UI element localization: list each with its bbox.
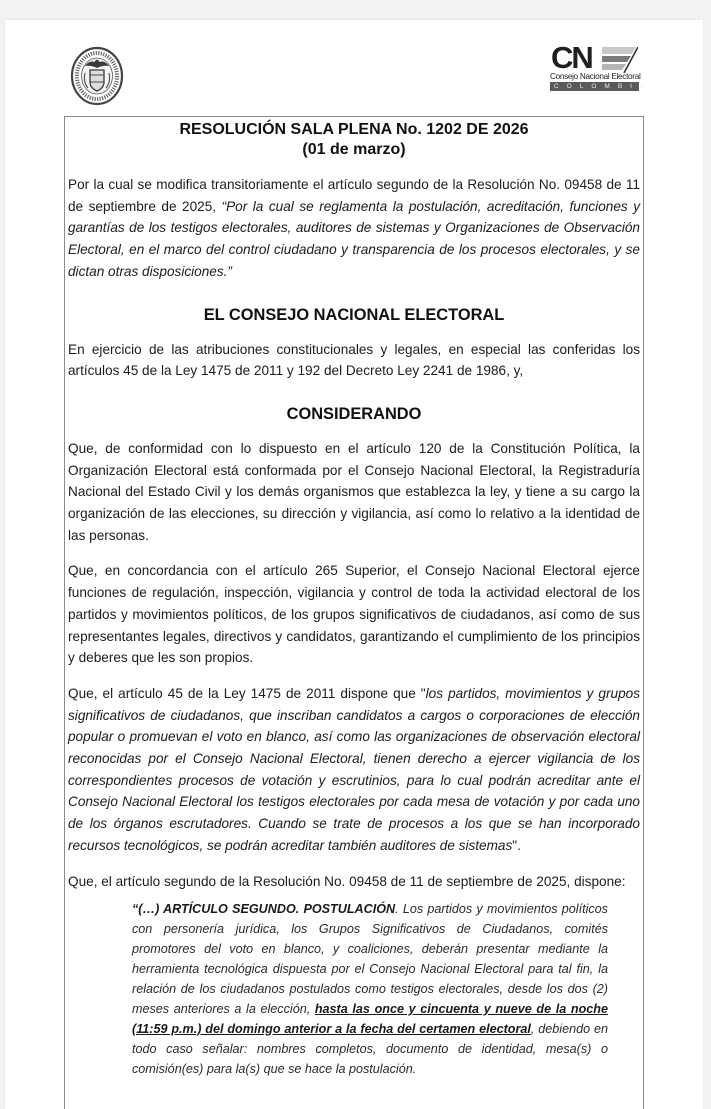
quoted-article-body-end: , debiendo en todo caso señalar: nombres completos, documento de identidad, mesa(s) o comisión(es) para la(s) que se hace la postulación. <box>132 1021 608 1076</box>
quoted-article-body: . Los partidos y movimientos políticos con personería jurídica, los Grupos Significativos de Ciudadanos, comités promotores del voto en blanco, y coaliciones, deberán presentar mediante la herramienta tecnológica dispuesta por el Consejo Nacional Electoral para tal fin, la relación de los ciudadanos postulados como testigos electorales, desde los dos (2) meses anteriores a la elección, <box>132 902 608 1016</box>
consideration-tail: ". <box>512 837 521 853</box>
consideration-paragraph: Que, de conformidad con lo dispuesto en el artículo 120 de la Constitución Política, la Organización Electoral está conformada por el Consejo Nacional Electoral, la Registraduría Nacional del Estado Civil y los demás organismos que establezca la ley, y tiene a su cargo la organización de las elecciones, su dirección y vigilancia, así como lo relativo a la identidad de las personas. <box>68 440 640 543</box>
cne-logo-name: Consejo Nacional Electoral <box>550 72 641 81</box>
resolution-title: RESOLUCIÓN SALA PLENA No. 1202 DE 2026 <box>179 121 529 138</box>
resolution-date: (01 de marzo) <box>302 141 406 158</box>
issuer-heading: EL CONSEJO NACIONAL ELECTORAL <box>203 305 505 324</box>
cne-logo-acronym: CN <box>551 40 592 75</box>
cne-logo-country: COLOMBIA <box>550 82 639 91</box>
quoted-article-heading: “(…) ARTÍCULO SEGUNDO. POSTULACIÓN <box>132 902 396 917</box>
authority-paragraph: En ejercicio de las atribuciones constitucionales y legales, en especial las conferidas los artículos 45 de la Ley 1475 de 2011 y 192 del Decreto Ley 2241 de 1986, y, <box>68 341 640 379</box>
resolution-summary <box>68 174 640 283</box>
document-page <box>5 20 703 1109</box>
consideration-paragraph <box>68 683 640 857</box>
cne-logo <box>545 40 653 96</box>
quoted-article <box>132 900 608 1079</box>
quoted-article-emphasis: hasta las once y cincuenta y nueve de la noche (11:59 p.m.) del domingo anterior a la fecha del certamen electoral <box>132 1001 608 1036</box>
consideration-quoted-law: los partidos, movimientos y grupos significativos de ciudadanos, que inscriban candidatos a cargos o corporaciones de elección popular o promuevan el voto en blanco, así como las organizaciones de observación electoral reconocidas por el Consejo Nacional Electoral, tienen derecho a ejercer vigilancia de los correspondientes procesos de votación y escrutinios, para lo cual podrán acreditar ante el Consejo Nacional Electoral los testigos electorales por cada mesa de votación y por cada uno de los órganos escrutadores. Cuando se trate de procesos a los que se han incorporado recursos tecnológicos, se podrán acreditar también auditores de sistemas <box>68 685 640 853</box>
summary-quoted: “Por la cual se reglamenta la postulación, acreditación, funciones y garantías de los testigos electorales, auditores de sistemas y Organizaciones de Observación Electoral, en el marco del control ciudadano y transparencia de los procesos electorales, y se dictan otras disposiciones.” <box>68 198 640 279</box>
consideration-lead: Que, el artículo 45 de la Ley 1475 de 2011 dispone que " <box>68 685 426 701</box>
flag-stripes-icon <box>602 47 638 73</box>
consideration-paragraph: Que, en concordancia con el artículo 265 Superior, el Consejo Nacional Electoral ejerce funciones de regulación, inspección, vigilancia y control de toda la actividad electoral de los partidos y movimientos políticos, de los grupos significativos de ciudadanos, así como de sus representantes legales, directivos y candidatos, garantizando el cumplimiento de los principios y deberes que les son propios. <box>68 563 640 666</box>
document-frame <box>64 116 644 1109</box>
colombia-coat-of-arms-icon <box>70 46 124 106</box>
summary-lead: Por la cual se modifica transitoriamente el artículo segundo de la Resolución No. 09458 de 11 de septiembre de 2025, <box>68 177 640 214</box>
consideration-paragraph: Que, el artículo segundo de la Resolución No. 09458 de 11 de septiembre de 2025, dispone: <box>68 873 626 889</box>
considering-heading: CONSIDERANDO <box>286 404 422 423</box>
